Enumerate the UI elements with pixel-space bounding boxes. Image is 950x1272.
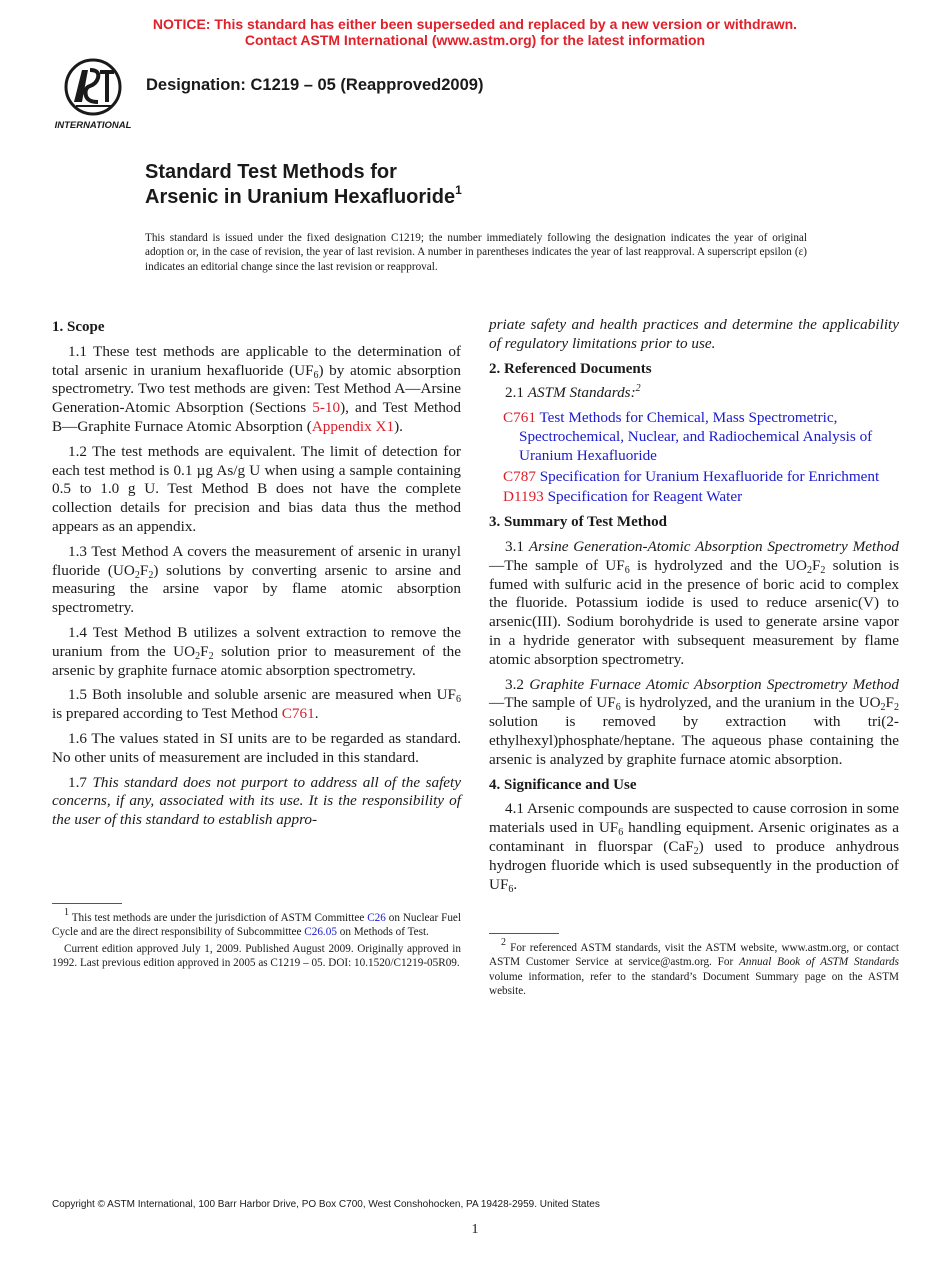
para-4-1: 4.1 Arsenic compounds are suspected to cause corrosion in some materials used in $UF_6$ handling equipment. Arsenic originates as a contaminant in fluorspar (CaF$_2$) used to produce anhydrous hydrogen fluoride which is used subsequently in the production of $UF_6$. bbox=[489, 800, 900, 895]
preamble: This standard is issued under the fixed designation C1219; the number immediately following the designation indicates the year of original adoption or, in the case of revision, the year of last revision. A number in parentheses indicates the year of last reapproval. A superscript epsilon (ε) indicates an editorial change since the last revision or reapproval. bbox=[145, 232, 807, 273]
para-2-1: 2.1 ASTM Standards:$^2$ bbox=[505, 383, 641, 402]
ref-item-c787[interactable]: C787 Specification for Uranium Hexafluoride for Enrichment bbox=[503, 467, 880, 485]
page-number: 1 bbox=[471, 1222, 479, 1237]
link-c761[interactable]: C761 bbox=[281, 705, 315, 723]
notice-line-2: Contact ASTM International (www.astm.org) for the latest information bbox=[244, 32, 706, 48]
para-1-5: 1.5 Both insoluble and soluble arsenic are measured when $UF_6$ is prepared according to Test Method C761. bbox=[52, 686, 461, 723]
para-1-6: 1.6 The values stated in SI units are to be regarded as standard. No other units of measurement are included in this standard. bbox=[52, 729, 461, 766]
footnote-rule-left bbox=[52, 903, 122, 904]
refdocs-heading: 2. Referenced Documents bbox=[489, 360, 652, 377]
link-appendix[interactable]: Appendix X1 bbox=[311, 417, 395, 435]
para-1-1: 1.1 These test methods are applicable to the determination of total arsenic in uranium hexafluoride $(UF_6)$ by atomic absorption spectrometry. Two test methods are given: Test Method A—Arsine Generation-Atomic Absorption (Sections 5-10), and Test Method B—Graphite Furnace Atomic Absorption (Appendix X1). bbox=[52, 342, 461, 435]
astm-logo-icon bbox=[52, 56, 134, 132]
designation: Designation: C1219 – 05 (Reapproved2009) bbox=[146, 76, 484, 94]
para-1-7-continued: priate safety and health practices and determine the applicability of regulatory limitations prior to use. bbox=[489, 316, 899, 352]
para-1-4: 1.4 Test Method B utilizes a solvent extraction to remove the uranium from the $UO_2F_2$ solution prior to measurement of the arsenic by graphite furnace atomic absorption spectrometry. bbox=[52, 623, 462, 679]
document-title bbox=[145, 160, 462, 210]
significance-heading: 4. Significance and Use bbox=[489, 776, 637, 793]
link-c26-05[interactable]: C26.05 bbox=[304, 926, 337, 939]
para-3-1: 3.1 Arsine Generation-Atomic Absorption Spectrometry Method—The sample of $UF_6$ is hydrolyzed and the $UO_2F_2$ solution is fumed with sulfuric acid in the presence of boric acid to complex the fluoride. Potassium iodide is used to reduce arsenic(V) to arsenic(III). Sodium borohydride is used to generate arsine vapor in a hydride generator with subsequent measurement by flame atomic absorption spectrometry. bbox=[489, 537, 900, 668]
para-1-7: 1.7 This standard does not purport to address all of the safety concerns, if any, associated with its use. It is the responsibility of the user of this standard to establish appro- bbox=[52, 773, 462, 829]
ref-item-c761[interactable]: C761 Test Methods for Chemical, Mass Spectrometric, Spectrochemical, Nuclear, and Radiochemical Analysis of Uranium Hexafluoride bbox=[503, 409, 873, 464]
left-column bbox=[52, 316, 461, 836]
title-line-2: Arsenic in Uranium Hexafluoride$^1$ bbox=[145, 183, 462, 208]
para-3-2: 3.2 Graphite Furnace Atomic Absorption Spectrometry Method—The sample of $UF_6$ is hydrolyzed, and the uranium in the $UO_2F_2$ solution is removed by extraction with tri(2-ethylhexyl)phosphate/heptane. The aqueous phase containing the arsenic is analyzed by graphite furnace atomic absorption. bbox=[489, 675, 899, 768]
para-1-2: 1.2 The test methods are equivalent. The limit of detection for each test method is 0.1 µg As/g U when using a sample containing 0.5 to 1.0 g U. Test Method B does not have the complete collection details for precision and bias data thus the method appears as an appendix. bbox=[52, 442, 461, 535]
title-line-1: Standard Test Methods for bbox=[145, 161, 397, 183]
footnote-edition: Current edition approved July 1, 2009. Published August 2009. Originally approved in 1992. Last previous edition approved in 2005 as C1219 – 05. DOI: 10.1520/C1219-05R09. bbox=[52, 942, 461, 969]
footnote-1: $^1$ This test methods are under the jurisdiction of ASTM Committee C26 on Nuclear Fuel Cycle and are the direct responsibility of Subcommittee C26.05 on Methods of Test. bbox=[52, 907, 461, 939]
footnotes-right bbox=[489, 937, 899, 1000]
copyright: Copyright © ASTM International, 100 Barr Harbor Drive, PO Box C700, West Conshohocken, PA 19428-2959. United States bbox=[52, 1199, 600, 1210]
footnote-rule-right bbox=[489, 933, 559, 934]
footnote-2: $^2$ For referenced ASTM standards, visit the ASTM website, www.astm.org, or contact ASTM Customer Service at service@astm.org. For Annual Book of ASTM Standards volume information, refer to the standard’s Document Summary page on the ASTM website. bbox=[489, 937, 899, 997]
title-footnote-ref[interactable]: 1 bbox=[455, 183, 462, 197]
summary-heading: 3. Summary of Test Method bbox=[489, 514, 667, 531]
scope-heading: 1. Scope bbox=[52, 319, 105, 335]
notice-line-1: NOTICE: This standard has either been superseded and replaced by a new version or withdrawn. bbox=[152, 16, 798, 32]
logo-label: INTERNATIONAL bbox=[54, 120, 132, 131]
link-c26[interactable]: C26 bbox=[367, 912, 386, 924]
right-column bbox=[489, 316, 899, 900]
footnotes-left bbox=[52, 907, 461, 972]
ref-item-d1193[interactable]: D1193 Specification for Reagent Water bbox=[503, 488, 743, 506]
superseded-notice bbox=[0, 16, 950, 48]
link-sections[interactable]: 5-10 bbox=[312, 399, 341, 417]
para-1-3: 1.3 Test Method A covers the measurement of arsenic in uranyl fluoride $(UO_2F_2)$ solutions by converting arsenic to arsine and measuring the arsine vapor by flame atomic absorption spectrometry. bbox=[52, 542, 461, 617]
